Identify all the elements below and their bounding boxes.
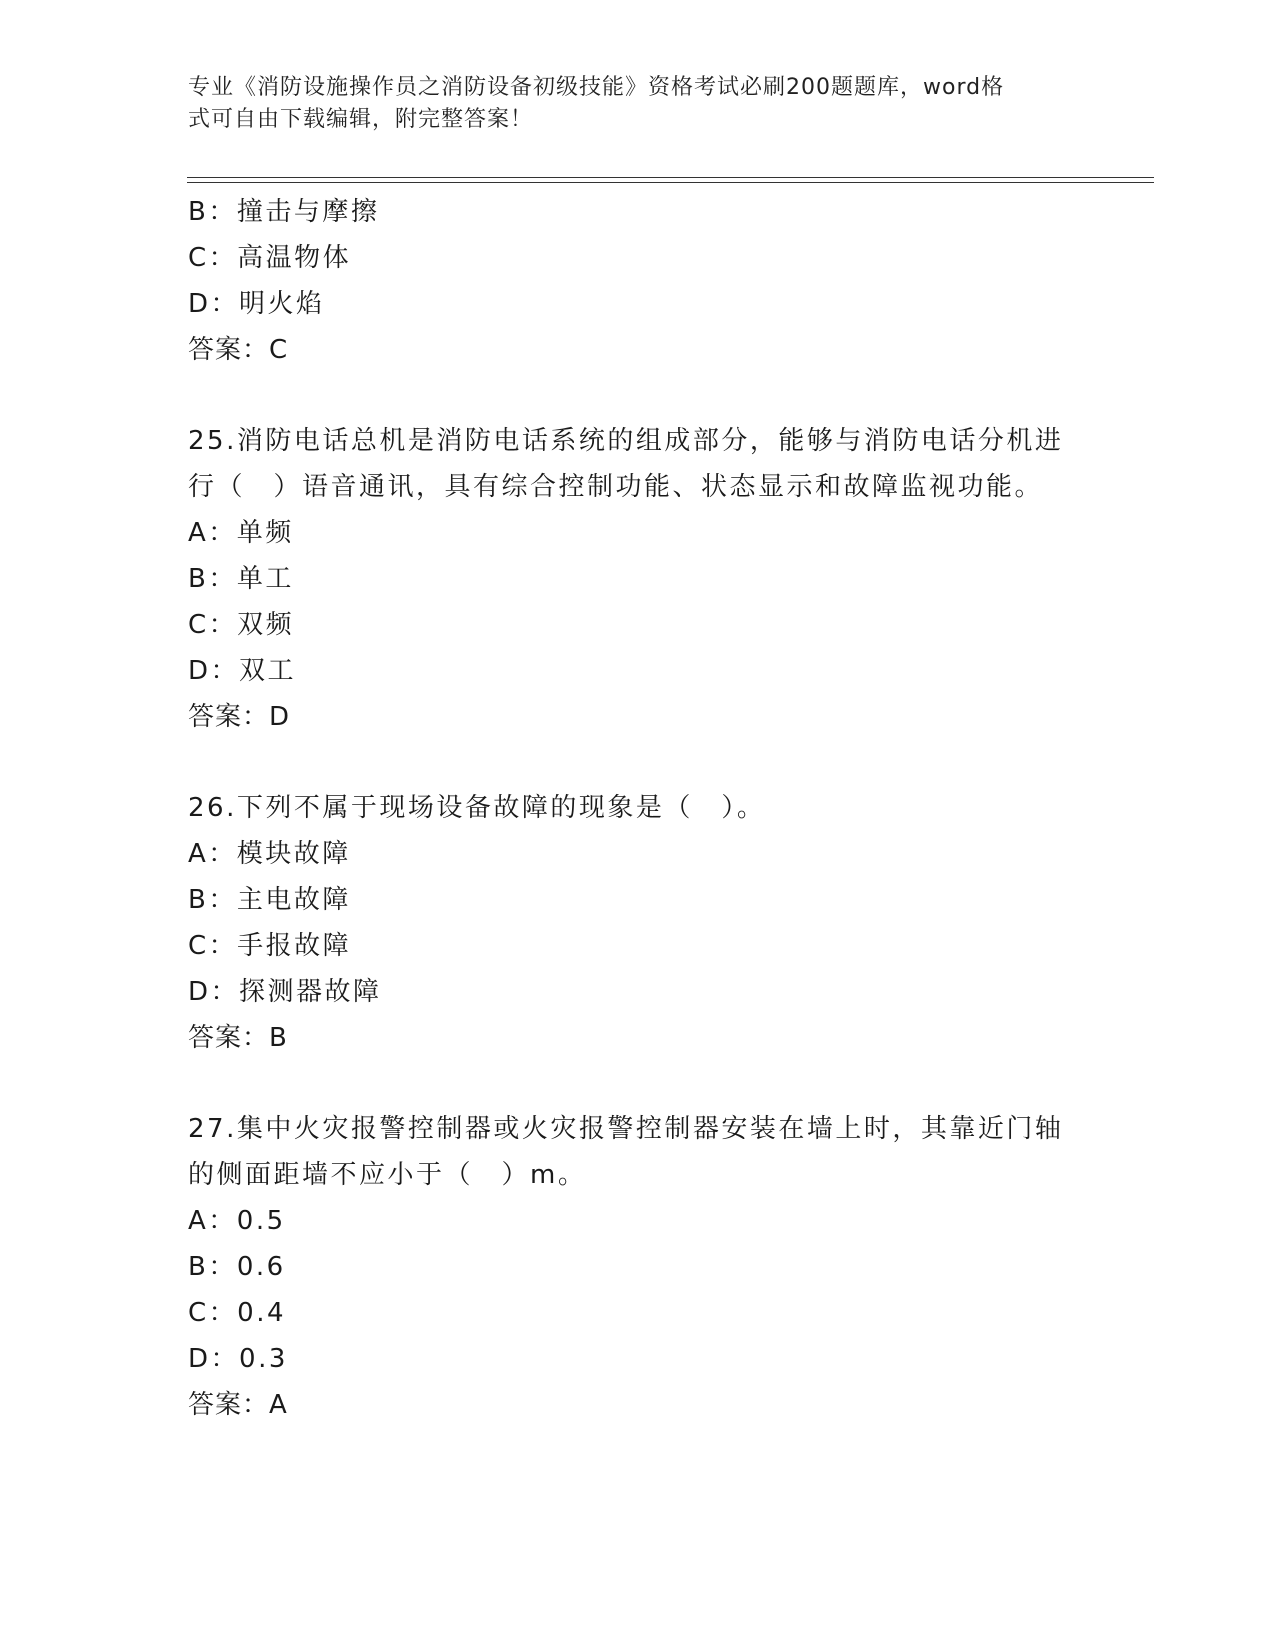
option-a: A：模块故障	[188, 839, 351, 869]
question-stem-continued: 行（ ）语音通讯，具有综合控制功能、状态显示和故障监视功能。	[188, 472, 1044, 502]
option-c: C：高温物体	[188, 243, 352, 273]
option-a: A：0.5	[188, 1206, 286, 1236]
question-26	[188, 785, 1088, 1061]
question-stem: 27.集中火灾报警控制器或火灾报警控制器安装在墙上时，其靠近门轴	[188, 1114, 1064, 1144]
question-list	[188, 189, 1088, 1428]
question-24-tail	[188, 189, 1088, 373]
option-b: B：0.6	[188, 1252, 286, 1282]
option-c: C：双频	[188, 610, 295, 640]
option-d: D：双工	[188, 656, 297, 686]
header-line-1: 专业《消防设施操作员之消防设备初级技能》资格考试必刷200题题库，word格	[188, 75, 1005, 100]
option-c: C：0.4	[188, 1298, 287, 1328]
option-b: B：主电故障	[188, 885, 351, 915]
answer-line: 答案：C	[188, 335, 289, 365]
option-c: C：手报故障	[188, 931, 352, 961]
answer-line: 答案：D	[188, 702, 291, 732]
answer-line: 答案：B	[188, 1023, 288, 1053]
option-d: D：明火焰	[188, 289, 325, 319]
header-divider-bottom	[187, 182, 1154, 183]
option-a: A：单频	[188, 518, 294, 548]
option-b: B：单工	[188, 564, 294, 594]
option-d: D：0.3	[188, 1344, 288, 1374]
spacer	[188, 1061, 1088, 1106]
header-line-2: 式可自由下载编辑，附完整答案！	[188, 107, 534, 132]
option-b: B：撞击与摩擦	[188, 197, 380, 227]
spacer	[188, 373, 1088, 418]
question-27	[188, 1106, 1088, 1428]
question-stem: 25.消防电话总机是消防电话系统的组成部分，能够与消防电话分机进	[188, 426, 1064, 456]
header-divider-top	[187, 177, 1154, 178]
question-stem-continued: 的侧面距墙不应小于（ ）m。	[188, 1160, 587, 1190]
question-25	[188, 418, 1088, 740]
answer-line: 答案：A	[188, 1390, 288, 1420]
document-header	[188, 72, 1068, 136]
question-stem: 26.下列不属于现场设备故障的现象是（ ）。	[188, 793, 766, 823]
option-d: D：探测器故障	[188, 977, 382, 1007]
spacer	[188, 740, 1088, 785]
